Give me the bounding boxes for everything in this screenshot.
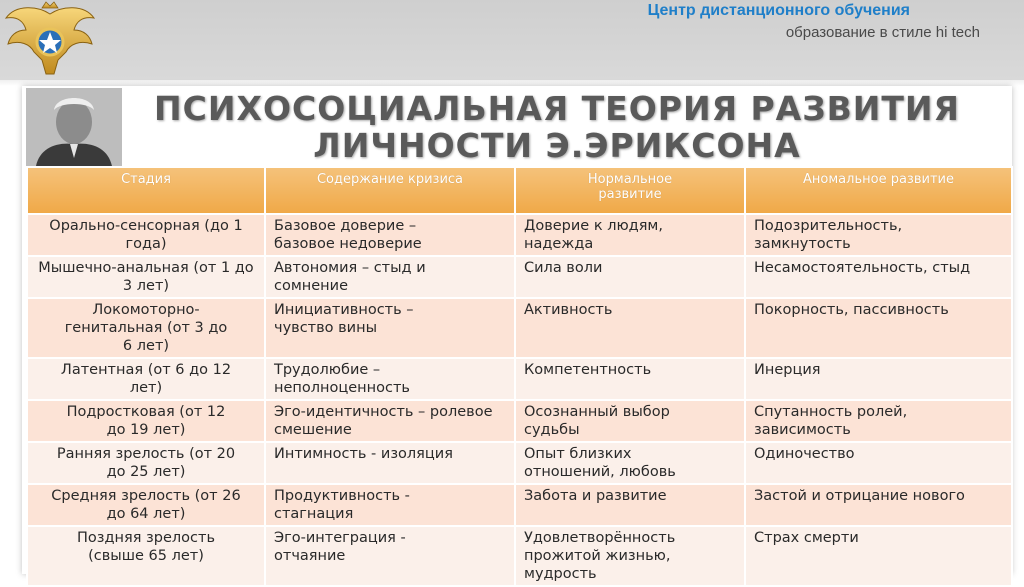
table-row [27, 484, 1012, 526]
slide-title [132, 90, 982, 164]
stage-cell: Поздняя зрелость (свыше 65 лет) [27, 526, 265, 586]
table-header-row [27, 167, 1012, 214]
normal-cell: Компетентность [515, 358, 745, 400]
abnormal-cell: Страх смерти [745, 526, 1012, 586]
column-header-stage: Стадия [27, 167, 265, 214]
abnormal-cell: Застой и отрицание нового [745, 484, 1012, 526]
org-title: Центр дистанционного обучения [647, 2, 910, 19]
crisis-cell: Эго-идентичность – ролевое смешение [265, 400, 515, 442]
crisis-cell: Интимность - изоляция [265, 442, 515, 484]
column-header-normal: Нормальное развитие [515, 167, 745, 214]
double-headed-eagle-emblem-icon [2, 0, 98, 80]
table-row [27, 214, 1012, 256]
crisis-cell: Автономия – стыд и сомнение [265, 256, 515, 298]
normal-cell: Забота и развитие [515, 484, 745, 526]
normal-cell: Доверие к людям, надежда [515, 214, 745, 256]
normal-cell: Удовлетворённость прожитой жизнью, мудрость [515, 526, 745, 586]
abnormal-cell: Одиночество [745, 442, 1012, 484]
stage-cell: Локомоторно-генитальная (от 3 до 6 лет) [27, 298, 265, 358]
stage-cell: Мышечно-анальная (от 1 до 3 лет) [27, 256, 265, 298]
stage-cell: Средняя зрелость (от 26 до 64 лет) [27, 484, 265, 526]
abnormal-cell: Подозрительность, замкнутость [745, 214, 1012, 256]
org-subtitle: образование в стиле hi tech [785, 24, 980, 41]
table-row [27, 400, 1012, 442]
normal-cell: Сила воли [515, 256, 745, 298]
stage-cell: Латентная (от 6 до 12 лет) [27, 358, 265, 400]
abnormal-cell: Инерция [745, 358, 1012, 400]
header-text [648, 2, 980, 42]
normal-cell: Опыт близких отношений, любовь [515, 442, 745, 484]
abnormal-cell: Спутанность ролей, зависимость [745, 400, 1012, 442]
crisis-cell: Базовое доверие – базовое недоверие [265, 214, 515, 256]
table-row [27, 298, 1012, 358]
table-row [27, 442, 1012, 484]
stage-cell: Ранняя зрелость (от 20 до 25 лет) [27, 442, 265, 484]
slide-title-line2: ЛИЧНОСТИ Э.ЭРИКСОНА [313, 126, 801, 165]
crisis-cell: Инициативность – чувство вины [265, 298, 515, 358]
slide-content [22, 86, 1012, 582]
table-row [27, 526, 1012, 586]
crisis-cell: Трудолюбие – неполноценность [265, 358, 515, 400]
stage-cell: Подростковая (от 12 до 19 лет) [27, 400, 265, 442]
column-header-abnormal: Аномальное развитие [745, 167, 1012, 214]
table-row [27, 358, 1012, 400]
crisis-cell: Продуктивность - стагнация [265, 484, 515, 526]
portrait-photo-icon [26, 88, 122, 166]
column-header-crisis: Содержание кризиса [265, 167, 515, 214]
table-row [27, 256, 1012, 298]
normal-cell: Осознанный выбор судьбы [515, 400, 745, 442]
abnormal-cell: Несамостоятельность, стыд [745, 256, 1012, 298]
slide-title-line1: ПСИХОСОЦИАЛЬНАЯ ТЕОРИЯ РАЗВИТИЯ [154, 89, 960, 128]
stage-cell: Орально-сенсорная (до 1 года) [27, 214, 265, 256]
erikson-stages-table [26, 166, 1013, 587]
abnormal-cell: Покорность, пассивность [745, 298, 1012, 358]
normal-cell: Активность [515, 298, 745, 358]
crisis-cell: Эго-интеграция - отчаяние [265, 526, 515, 586]
